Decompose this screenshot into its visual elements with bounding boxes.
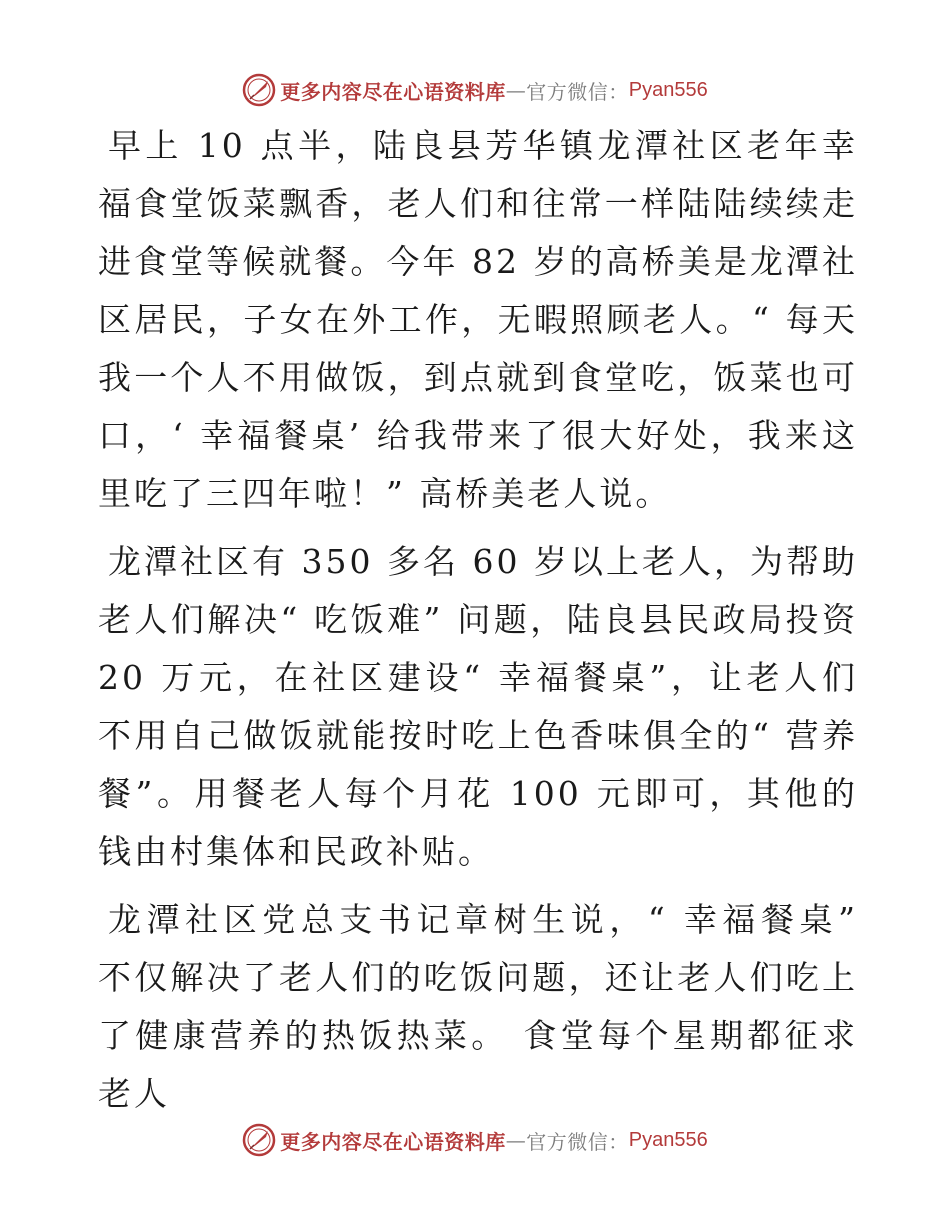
document-body xyxy=(98,117,858,1133)
paragraph-1: 早上 10 点半，陆良县芳华镇龙潭社区老年幸福食堂饭菜飘香，老人们和往常一样陆陆续续走进食堂等候就餐。今年 82 岁的高桥美是龙潭社区居民，子女在外工作，无暇照顾老人。“ 每天我一个人不用做饭，到点就到食堂吃，饭菜也可口，‘ 幸福餐桌’ 给我带来了很大好处，我来这里吃了三四年啦！” 高桥美老人说。 xyxy=(98,126,858,513)
header-banner xyxy=(0,72,950,108)
banner-label: 官方微信： xyxy=(526,79,629,104)
quill-pen-seal-icon xyxy=(242,1123,276,1157)
banner-dash: — xyxy=(505,1128,527,1152)
quill-pen-seal-icon xyxy=(242,73,276,107)
paragraph-3: 龙潭社区党总支书记章树生说，“ 幸福餐桌” 不仅解决了老人们的吃饭问题，还让老人们吃上了健康营养的热饭热菜。 食堂每个星期都征求老人 xyxy=(98,900,858,1113)
banner-label: 官方微信： xyxy=(526,1129,629,1154)
paragraph-2: 龙潭社区有 350 多名 60 岁以上老人，为帮助老人们解决“ 吃饭难” 问题，陆良县民政局投资 20 万元，在社区建设“ 幸福餐桌”，让老人们不用自己做饭就能按时吃上色香味俱全的“ 营养餐”。用餐老人每个月花 100 元即可，其他的钱由村集体和民政补贴。 xyxy=(98,542,858,871)
banner-site-text: 更多内容尽在心语资料库 xyxy=(280,79,506,104)
banner-account: Pyan556 xyxy=(628,1128,708,1151)
footer-banner xyxy=(0,1122,950,1158)
banner-account: Pyan556 xyxy=(628,78,708,101)
banner-dash: — xyxy=(505,78,527,102)
banner-site-text: 更多内容尽在心语资料库 xyxy=(280,1129,506,1154)
